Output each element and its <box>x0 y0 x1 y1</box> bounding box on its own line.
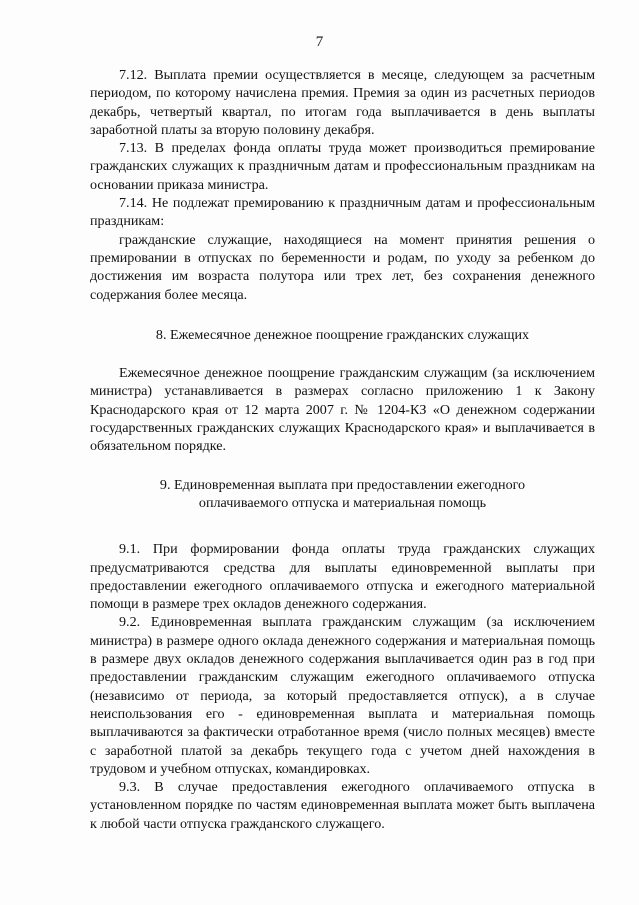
document-body <box>90 66 595 833</box>
paragraph-7-13: 7.13. В пределах фонда оплаты труда может производиться премирование гражданских служащих к праздничным датам и профессиональным праздникам на основании приказа министра. <box>90 140 595 193</box>
spacer <box>90 456 595 476</box>
paragraph-7-14-subitem: гражданские служащие, находящиеся на момент принятия решения о премировании в отпусках по беременности и родам, по уходу за ребенком до достижения им возраста полутора или трех лет, без сохранения денежного содержания более месяца. <box>90 231 595 303</box>
section-8-heading: 8. Ежемесячное денежное поощрение гражданских служащих <box>155 326 530 343</box>
spacer <box>90 344 595 364</box>
page-number: 7 <box>315 34 324 50</box>
spacer <box>90 512 595 540</box>
section-9-heading-line-2: оплачиваемого отпуска и материальная помощь <box>198 494 487 511</box>
section-8-text: Ежемесячное денежное поощрение гражданским служащим (за исключением министра) устанавливается в размерах согласно приложению 1 к Закону Краснодарского края от 12 марта 2007 г. № 1204-КЗ «О денежном содержании государственных гражданских служащих Краснодарского края» и выплачивается в обязательном порядке. <box>90 365 595 455</box>
paragraph-9-2: 9.2. Единовременная выплата гражданским служащим (за исключением министра) в размере одного оклада денежного содержания и материальная помощь в размере двух окладов денежного содержания выплачивается один раз в год при предоставлении гражданским служащим ежегодного оплачиваемого отпуска (независимо от периода, за который предоставляется отпуск), а в случае неиспользования его - единовременная выплата и материальная помощь выплачиваются за фактически отработанное время (число полных месяцев) вместе с заработной платой за декабрь текущего года с учетом дней нахождения в трудовом и учебном отпусках, командировках. <box>90 614 595 777</box>
spacer <box>90 304 595 326</box>
paragraph-9-3: 9.3. В случае предоставления ежегодного оплачиваемого отпуска в установленном порядке по частям единовременная выплата может быть выплачена к любой части отпуска гражданского служащего. <box>90 779 595 832</box>
paragraph-7-12: 7.12. Выплата премии осуществляется в месяце, следующем за расчетным периодом, по которому начислена премия. Премия за один из расчетных периодов декабрь, четвертый квартал, по итогам года выплачивается в день выплаты заработной платы за вторую половину декабря. <box>90 67 595 138</box>
paragraph-7-14: 7.14. Не подлежат премированию к праздничным датам и профессиональным праздникам: <box>90 195 595 230</box>
section-9-heading-line-1: 9. Единовременная выплата при предоставлении ежегодного <box>159 476 526 493</box>
paragraph-9-1: 9.1. При формировании фонда оплаты труда гражданских служащих предусматриваются средства для выплаты единовременной выплаты при предоставлении ежегодного оплачиваемого отпуска и ежегодного материальной помощи в размере трех окладов денежного содержания. <box>90 541 595 613</box>
